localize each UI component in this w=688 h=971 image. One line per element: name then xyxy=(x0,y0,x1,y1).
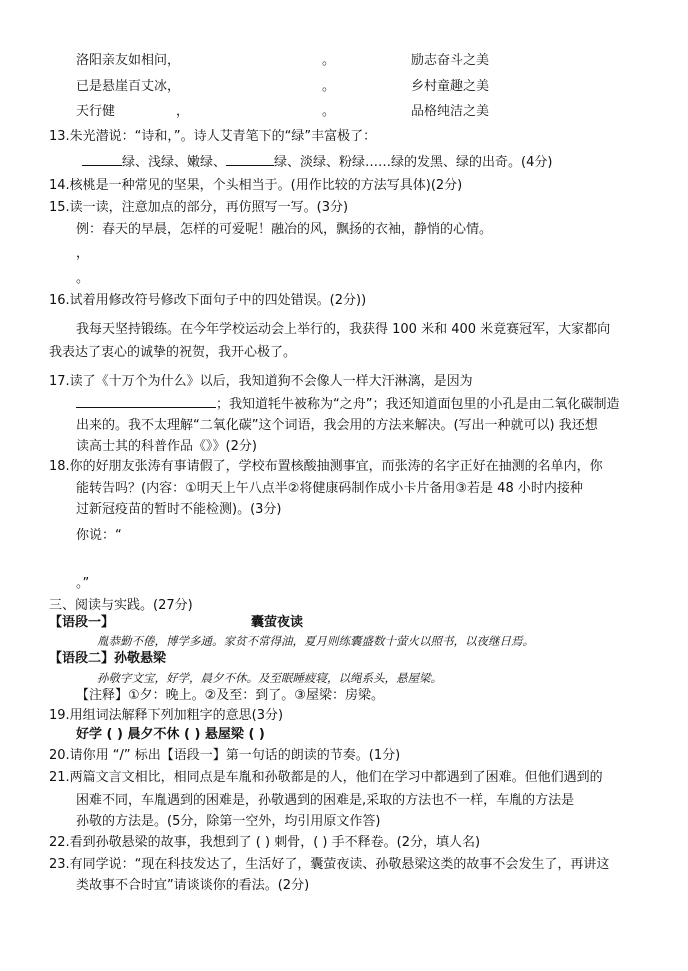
question-19: 19.用组词法解释下列加粗字的意思(3分) xyxy=(49,708,284,723)
question-15: 15.读一读，注意加点的部分，再仿照写一写。(3分) xyxy=(49,200,349,215)
question-19-items: 好学 ( ) 晨夕不休 ( ) 悬屋梁 ( ) xyxy=(76,727,265,742)
question-15-example: 例：春天的早晨，怎样的可爱呢！融冶的风，飘扬的衣袖，静悄的心情。 xyxy=(76,222,493,237)
question-21-line-1: 21.两篇文言文相比，相同点是车胤和孙敬都是的人，他们在学习中都遇到了困难。但他们遇到的 xyxy=(49,770,603,785)
question-17-line-1: 17.读了《十万个为什么》以后，我知道狗不会像人一样大汗淋漓，是因为 xyxy=(49,374,473,389)
question-20: 20.请你用 “/” 标出【语段一】第一句话的朗读的节奏。(1分) xyxy=(49,748,401,763)
passage-1-text: 胤恭勤不倦，博学多通。家贫不常得油，夏月则练囊盛数十萤火以照书，以夜继日焉。 xyxy=(97,634,534,648)
question-22: 22.看到孙敬悬梁的故事，我想到了 ( ) 刺骨，( ) 手不释卷。(2分，填人名) xyxy=(49,835,481,850)
poem-theme-2: 乡村童趣之美 xyxy=(411,79,490,94)
question-17-line-3: 出来的。我不太理解“二氧化碳”这个词语，我会用的方法来解决。(写出一种就可以) 我还想 xyxy=(76,418,598,433)
poem-line-1: 洛阳亲友如相问， xyxy=(76,53,181,68)
answer-blank[interactable] xyxy=(82,153,122,166)
question-14: 14.核桃是一种常见的坚果，个头相当于。(用作比较的方法写具体)(2分) xyxy=(49,178,463,193)
notes: 【注释】①夕：晚上。②及至：到了。③屋梁：房梁。 xyxy=(76,688,384,703)
question-18-end: 。” xyxy=(76,576,90,591)
passage-2-tag: 【语段二】孙敬悬梁 xyxy=(49,651,167,666)
question-18-line-2: 能转告吗？(内容：①明天上午八点半②将健康码制作成小卡片备用③若是 48 小时内接种 xyxy=(76,481,583,496)
question-15-comma: ， xyxy=(76,246,90,261)
passage-2-text: 孙敬字文宝，好学，晨夕不休。及至眠睡疲寝，以绳系头，悬屋梁。 xyxy=(97,671,442,685)
question-17-line-2 xyxy=(76,395,619,414)
question-23-line-2: 类故事不合时宜”请谈谈你的看法。(2分) xyxy=(76,878,310,893)
poem-line-2: 已是悬崖百丈冰， xyxy=(76,79,181,94)
poem-blank-2-end: 。 xyxy=(322,79,336,94)
poem-blank-3-end: 。 xyxy=(322,104,336,119)
q17-line-2-text: ；我知道牦牛被称为“之舟”；我还知道面包里的小孔是由二氧化碳制造 xyxy=(216,397,620,412)
section-3-heading: 三、阅读与实践。(27分) xyxy=(49,598,193,613)
question-13-line-2 xyxy=(82,153,552,172)
q13-part-a: 绿、浅绿、嫩绿、 xyxy=(122,155,227,170)
passage-1-tag: 【语段一】 xyxy=(49,615,115,630)
question-21-line-3: 孙敬的方法是。(5分，除第一空外，均引用原文作答) xyxy=(76,814,381,829)
question-18-say: 你说：“ xyxy=(76,528,122,543)
poem-line-3: 天行健 xyxy=(76,104,116,119)
question-23-line-1: 23.有同学说：“现在科技发达了，生活好了，囊萤夜读、孙敬悬梁这类的故事不会发生了，再讲这 xyxy=(49,857,610,872)
poem-blank-1-end: 。 xyxy=(322,53,336,68)
question-21-line-2: 困难不同，车胤遇到的困难是，孙敬遇到的困难是,采取的方法也不一样，车胤的方法是 xyxy=(76,793,575,808)
passage-1-title: 囊萤夜读 xyxy=(251,615,304,630)
q13-part-b: 绿、淡绿、粉绿……绿的发黑、绿的出奇。(4分) xyxy=(274,155,553,170)
answer-blank[interactable] xyxy=(76,395,216,408)
question-17-line-4: 读高士其的科普作品《》》(2分) xyxy=(76,439,257,454)
question-15-period: 。 xyxy=(76,271,90,286)
question-13: 13.朱光潜说：“诗和，”。诗人艾青笔下的“绿”丰富极了： xyxy=(49,129,377,144)
question-18-line-1: 18.你的好朋友张涛有事请假了，学校布置核酸抽测事宜，而张涛的名字正好在抽测的名单内，你 xyxy=(49,459,603,474)
question-16-paragraph-1: 我每天坚持锻练。在今年学校运动会上举行的，我获得 100 米和 400 米竟赛冠军，大家都向 xyxy=(76,322,611,337)
poem-line-3-comma: ， xyxy=(176,104,190,119)
question-18-line-3: 过新冠疫苗的暂时不能检测)。(3分) xyxy=(76,502,282,517)
question-16-paragraph-2: 我表达了衷心的诚挚的祝贺，我开心极了。 xyxy=(49,345,297,360)
poem-theme-3: 品格纯洁之美 xyxy=(411,104,490,119)
question-16: 16.试着用修改符号修改下面句子中的四处错误。(2分)) xyxy=(49,293,367,308)
answer-blank[interactable] xyxy=(226,153,274,166)
poem-theme-1: 励志奋斗之美 xyxy=(411,53,490,68)
